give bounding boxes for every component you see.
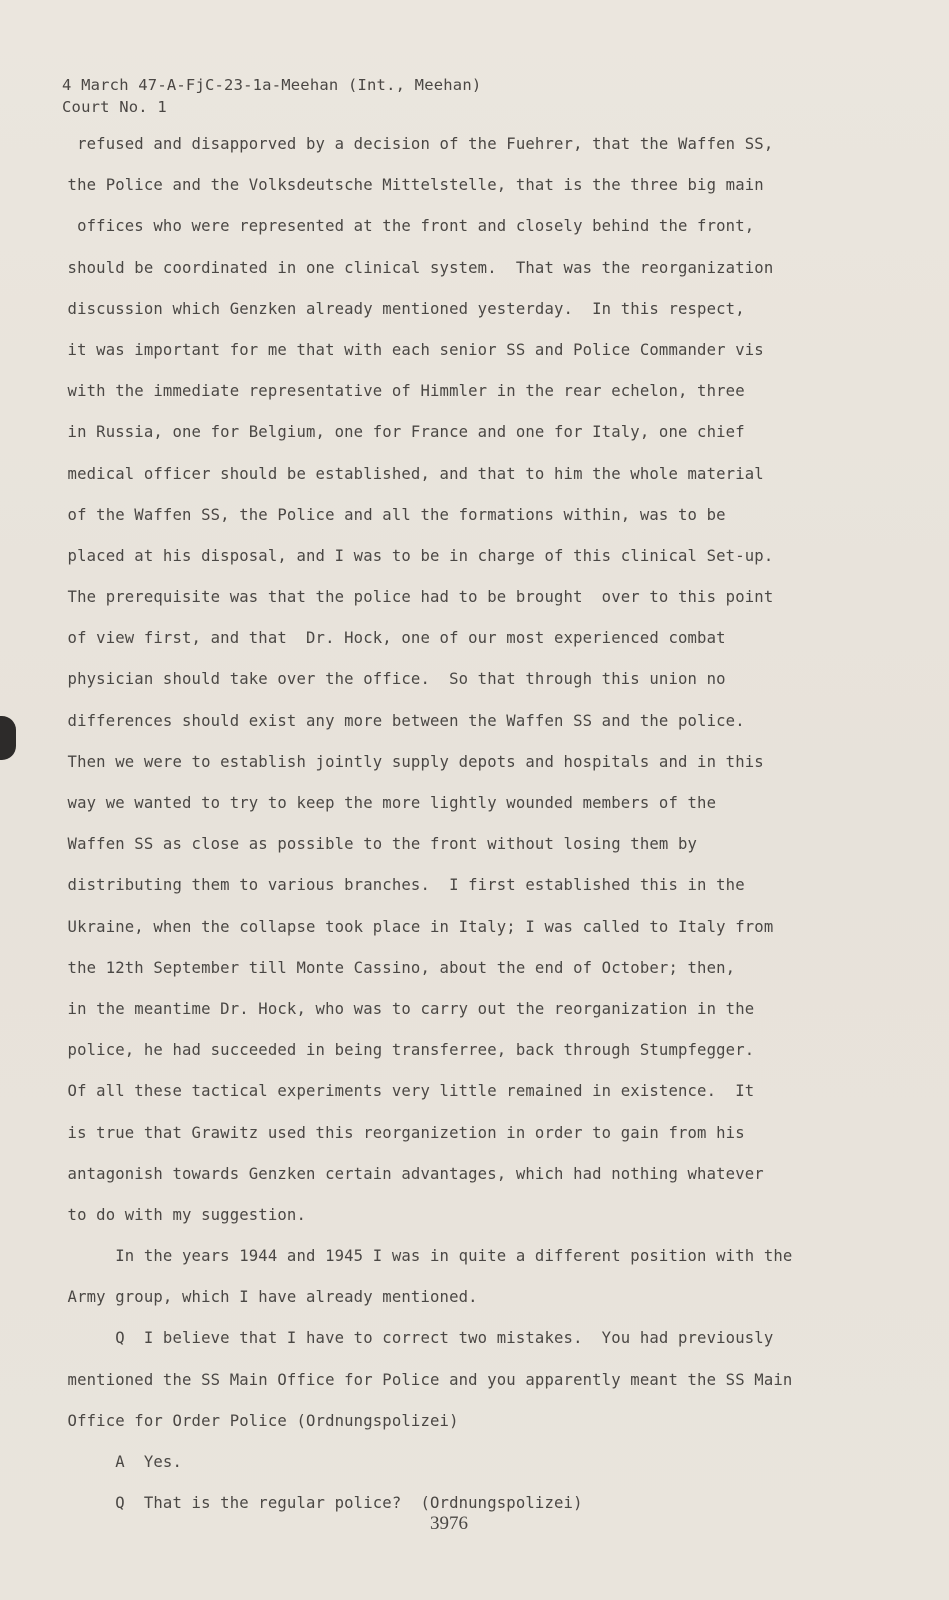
transcript-line: physician should take over the office. So that through this union no <box>58 670 726 689</box>
transcript-line: Q I believe that I have to correct two mistakes. You had previously <box>58 1329 774 1348</box>
transcript-body <box>58 134 858 1534</box>
transcript-line: Ukraine, when the collapse took place in Italy; I was called to Italy from <box>58 917 774 936</box>
transcript-line: Of all these tactical experiments very little remained in existence. It <box>58 1082 755 1101</box>
transcript-line: to do with my suggestion. <box>58 1205 306 1224</box>
transcript-line: antagonish towards Genzken certain advantages, which had nothing whatever <box>58 1164 764 1183</box>
transcript-line: way we wanted to try to keep the more lightly wounded members of the <box>58 794 717 812</box>
transcript-line: The prerequisite was that the police had to be brought over to this point <box>58 588 774 607</box>
transcript-line: the 12th September till Monte Cassino, about the end of October; then, <box>58 958 736 977</box>
header-court: Court No. 1 <box>62 98 167 116</box>
transcript-line: discussion which Genzken already mentioned yesterday. In this respect, <box>58 299 745 318</box>
transcript-line: differences should exist any more between the Waffen SS and the police. <box>58 711 745 730</box>
transcript-line: police, he had succeeded in being transferree, back through Stumpfegger. <box>58 1041 755 1060</box>
transcript-line: Q That is the regular police? (Ordnungspolizei) <box>58 1494 583 1513</box>
transcript-line: Army group, which I have already mentioned. <box>58 1288 478 1307</box>
transcript-line: In the years 1944 and 1945 I was in quite a different position with the <box>58 1247 793 1266</box>
transcript-line: A Yes. <box>58 1453 182 1471</box>
transcript-line: in Russia, one for Belgium, one for France and one for Italy, one chief <box>58 423 745 442</box>
transcript-line: Waffen SS as close as possible to the front without losing them by <box>58 835 698 854</box>
transcript-line: in the meantime Dr. Hock, who was to carry out the reorganization in the <box>58 999 755 1018</box>
transcript-line: it was important for me that with each senior SS and Police Commander vis <box>58 340 764 359</box>
page-number: 3976 <box>430 1513 468 1534</box>
transcript-line: placed at his disposal, and I was to be in charge of this clinical Set-up. <box>58 546 774 565</box>
transcript-line: with the immediate representative of Himmler in the rear echelon, three <box>58 382 745 401</box>
transcript-line: of the Waffen SS, the Police and all the formations within, was to be <box>58 505 726 524</box>
header-reference: 4 March 47-A-FjC-23-1a-Meehan (Int., Meehan) <box>62 76 482 94</box>
transcript-line: of view first, and that Dr. Hock, one of our most experienced combat <box>58 629 726 648</box>
transcript-line: medical officer should be established, and that to him the whole material <box>58 464 764 483</box>
transcript-line: offices who were represented at the front and closely behind the front, <box>58 217 755 236</box>
transcript-line: mentioned the SS Main Office for Police and you apparently meant the SS Main <box>58 1370 793 1389</box>
transcript-line: Office for Order Police (Ordnungspolizei) <box>58 1411 459 1430</box>
transcript-line: distributing them to various branches. I first established this in the <box>58 876 745 895</box>
transcript-line: Then we were to establish jointly supply depots and hospitals and in this <box>58 752 764 771</box>
binder-hole <box>0 716 16 760</box>
document-header <box>62 74 481 118</box>
transcript-line: the Police and the Volksdeutsche Mittelstelle, that is the three big main <box>58 176 764 195</box>
transcript-line: refused and disapporved by a decision of the Fuehrer, that the Waffen SS, <box>58 135 774 153</box>
transcript-line: is true that Grawitz used this reorganizetion in order to gain from his <box>58 1123 745 1142</box>
transcript-line: should be coordinated in one clinical system. That was the reorganization <box>58 258 774 277</box>
